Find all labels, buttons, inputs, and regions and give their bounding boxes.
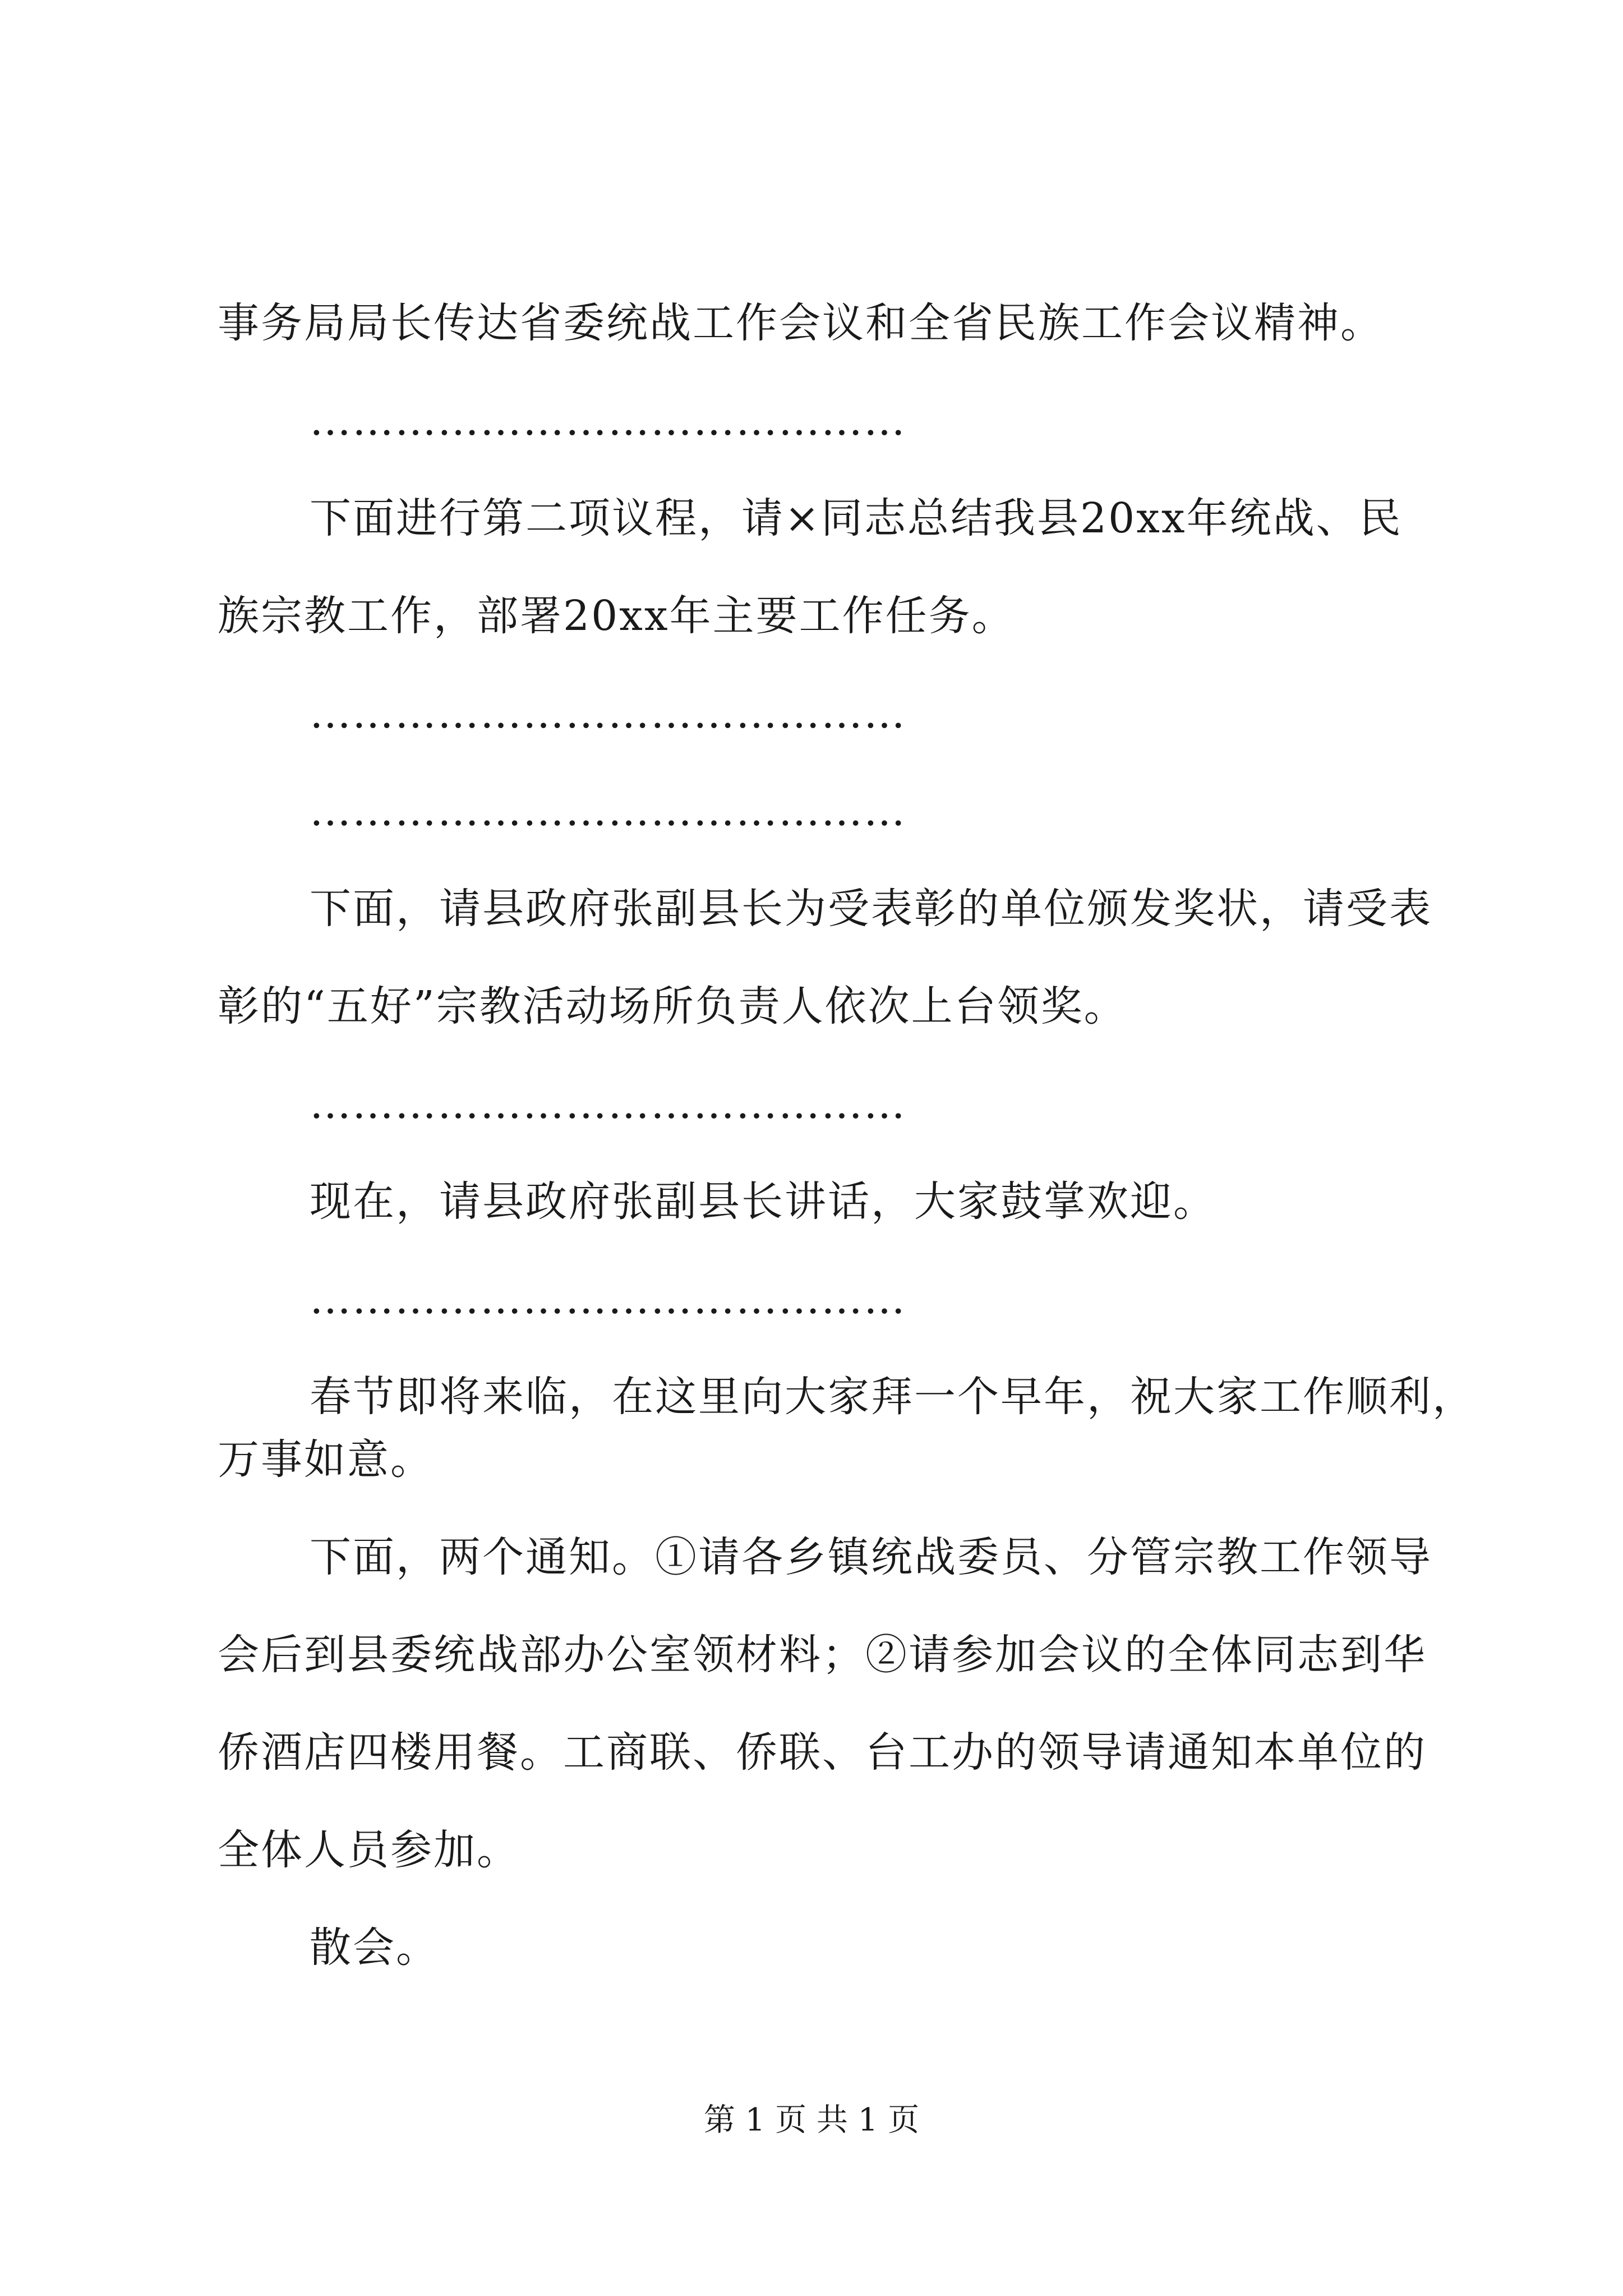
paragraph-line: 全体人员参加。 xyxy=(218,1826,520,1874)
paragraph-line: 侨酒店四楼用餐。工商联、侨联、台工办的领导请通知本单位的 xyxy=(218,1728,1427,1777)
document-body xyxy=(218,292,1476,1979)
paragraph-line: 现在，请县政府张副县长讲话，大家鼓掌欢迎。 xyxy=(310,1177,1216,1226)
paragraph-line: 事务局局长传达省委统战工作会议和全省民族工作会议精神。 xyxy=(218,299,1384,347)
paragraph-line: 族宗教工作，部署20xx年主要工作任务。 xyxy=(218,592,1015,640)
paragraph-line: 下面，请县政府张副县长为受表彰的单位颁发奖状，请受表 xyxy=(310,885,1432,933)
ellipsis-line: …………………………………… xyxy=(310,1080,906,1128)
paragraph-line: 万事如意。 xyxy=(218,1435,434,1484)
paragraph-line: 彰的“五好”宗教活动场所负责人依次上台领奖。 xyxy=(218,982,1127,1030)
page-number-footer: 第 1 页 共 1 页 xyxy=(703,2102,920,2138)
paragraph-line: 下面进行第二项议程，请×同志总结我县20xx年统战、民 xyxy=(310,494,1403,542)
ellipsis-line: …………………………………… xyxy=(310,1275,906,1323)
ellipsis-line: …………………………………… xyxy=(310,689,906,738)
paragraph-line: 散会。 xyxy=(310,1924,439,1972)
ellipsis-line: …………………………………… xyxy=(310,397,906,445)
paragraph-line: 会后到县委统战部办公室领材料；②请参加会议的全体同志到华 xyxy=(218,1631,1427,1679)
paragraph-line: 下面，两个通知。①请各乡镇统战委员、分管宗教工作领导 xyxy=(310,1533,1432,1581)
paragraph-line: 春节即将来临，在这里向大家拜一个早年，祝大家工作顺利， xyxy=(310,1373,1476,1421)
ellipsis-line: …………………………………… xyxy=(310,787,906,835)
